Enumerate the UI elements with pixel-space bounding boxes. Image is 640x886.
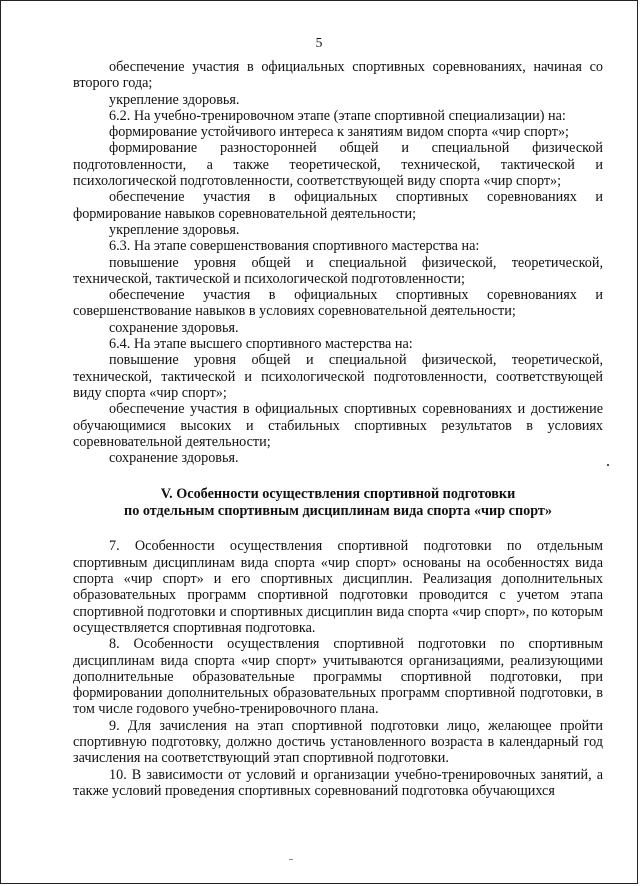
document-body	[73, 59, 603, 799]
paragraph: обеспечение участия в официальных спортивных соревнованиях, начиная со второго года;	[73, 59, 603, 92]
paragraph: сохранение здоровья.	[109, 450, 239, 467]
paragraph: 10. В зависимости от условий и организации учебно-тренировочных занятий, а также условий проведения спортивных соревнований подготовка обучающихся	[73, 766, 603, 799]
page-number: 5	[315, 35, 323, 50]
paragraph: обеспечение участия в официальных спортивных соревнованиях и формирование навыков соревновательной деятельности;	[73, 189, 603, 222]
paragraph: формирование разносторонней общей и специальной физической подготовленности, а также теоретической, технической, тактической и психологической подготовленности, соответствующей виду спорта «чир спорт»;	[73, 140, 603, 190]
paragraph: укрепление здоровья.	[109, 91, 240, 108]
paragraph: 8. Особенности осуществления спортивной подготовки по спортивным дисциплинам вида спорта «чир спорт» учитываются организациями, реализующими дополнительные образовательные программы спортивной подготовки, при формировании дополнительных образовательных программ спортивной подготовки, в том числе годового учебно-тренировочного плана.	[73, 636, 603, 718]
paragraph: повышение уровня общей и специальной физической, теоретической, технической, тактической и психологической подготовленности;	[73, 254, 603, 287]
section-heading	[73, 486, 603, 520]
paragraph: обеспечение участия в официальных спортивных соревнованиях и совершенствование навыков в условиях соревновательной деятельности;	[73, 287, 603, 320]
paragraph: формирование устойчивого интереса к занятиям видом спорта «чир спорт»;	[109, 124, 569, 141]
paragraph: укрепление здоровья.	[109, 221, 240, 238]
scan-speck	[607, 464, 609, 466]
paragraph: сохранение здоровья.	[109, 319, 239, 336]
section-heading-line-2: по отдельным спортивным дисциплинам вида спорта «чир спорт»	[124, 503, 552, 520]
paragraph: 7. Особенности осуществления спортивной подготовки по отдельным спортивным дисциплинам вида спорта «чир спорт» основаны на особенностях вида спорта «чир спорт» и его спортивных дисциплин. Реализация дополнительных образовательных программ спортивной подготовки проводится с учетом этапа спортивной подготовки и спортивных дисциплин вида спорта «чир спорт», по которым осуществляется спортивная подготовка.	[73, 538, 603, 636]
paragraph: 6.2. На учебно-тренировочном этапе (этапе спортивной специализации) на:	[109, 107, 566, 124]
paragraph: 6.4. На этапе высшего спортивного мастерства на:	[109, 336, 413, 353]
paragraph: повышение уровня общей и специальной физической, теоретической, технической, тактической и психологической подготовленности, соответствующей виду спорта «чир спорт»;	[73, 352, 603, 401]
paragraph: обеспечение участия в официальных спортивных соревнованиях и достижение обучающимися высоких и стабильных спортивных результатов в условиях соревновательной деятельности;	[73, 401, 603, 450]
paragraph: 6.3. На этапе совершенствования спортивного мастерства на:	[109, 238, 480, 255]
scan-speck	[289, 859, 293, 860]
section-heading-line-1: V. Особенности осуществления спортивной подготовки	[160, 486, 516, 503]
paragraph: 9. Для зачисления на этап спортивной подготовки лицо, желающее пройти спортивную подготовку, должно достичь установленного возраста в календарный год зачисления на соответствующий этап спортивной подготовки.	[73, 717, 603, 767]
